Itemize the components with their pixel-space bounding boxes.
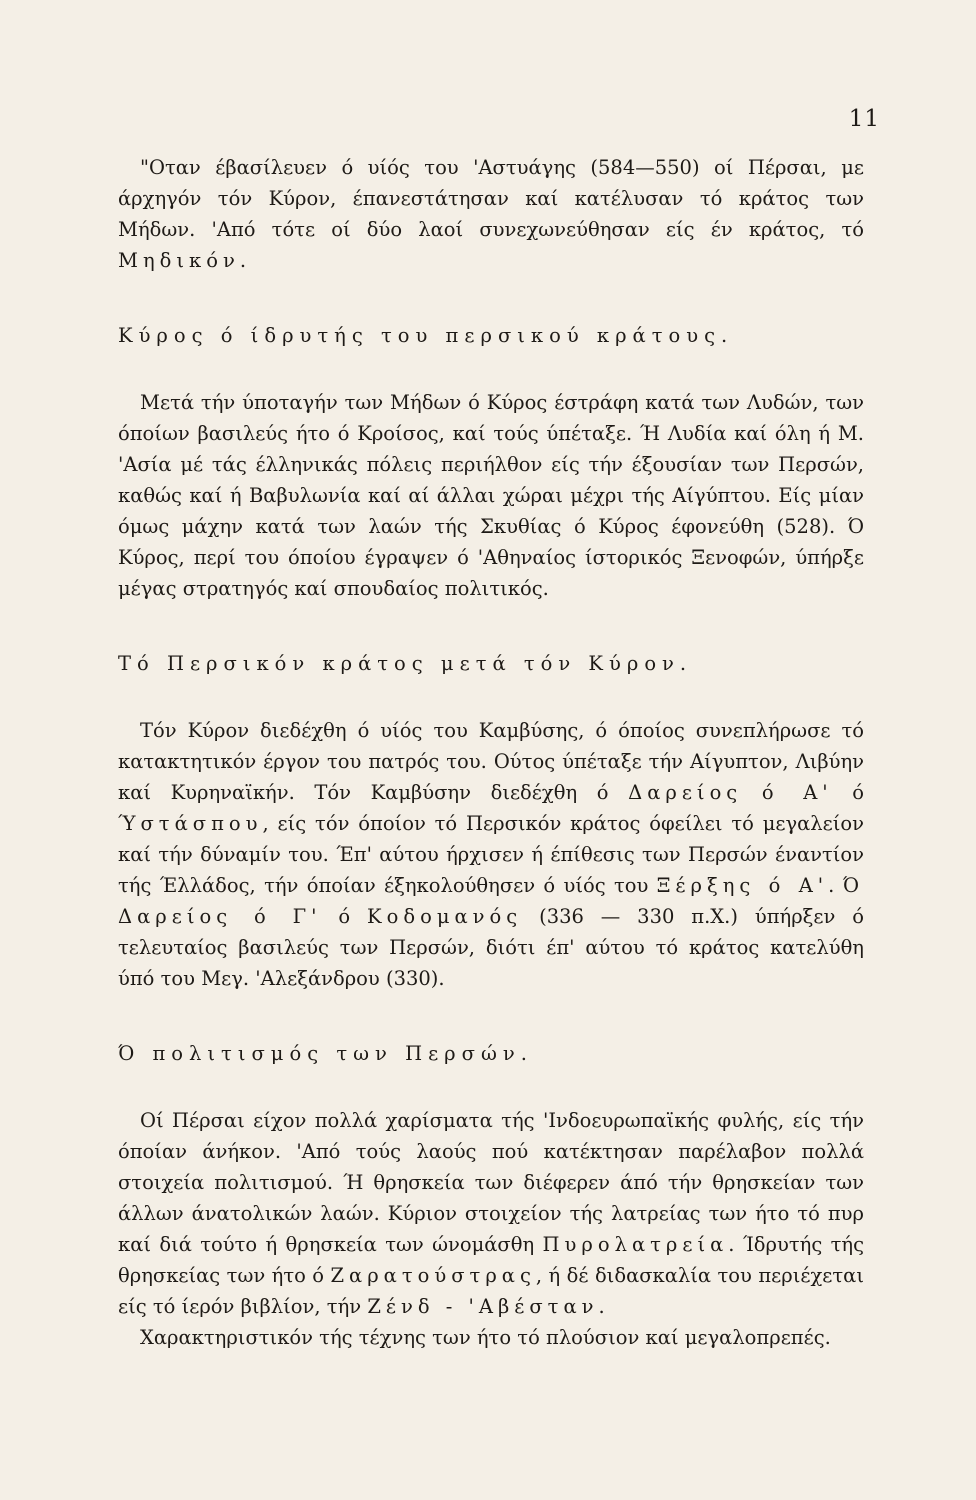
text-run: Οί Πέρσαι είχον πολλά χαρίσματα τής 'Ινδοευρωπαϊκής φυλής, είς τήν όποίαν άνήκον. 'Από τούς λαούς πού κατέκτησαν παρέλαβον πολλά στοιχεία πολιτισμού. Ή θρησκεία των διέφερεν άπό τήν θρησκείαν των άλλων άνατολικών λαών. Κύριον στοιχείον τής λατρείας των ήτο τό πυρ καί διά τούτο ή θρησκεία των ώνομάσθη: [118, 1109, 864, 1256]
text-run: Χαρακτηριστικόν τής τέχνης των ήτο τό πλούσιον καί μεγαλοπρεπές.: [140, 1326, 831, 1349]
text-run: "Οταν έβασίλευεν ό υίός του 'Αστυάγης (584—550) οί Πέρσαι, με άρχηγόν τόν Κύρον, έπανεστάτησαν καί κατέλυσαν τό κράτος των Μήδων. 'Από τότε οί δύο λαοί συνεχωνεύθησαν είς έν κράτος, τό: [118, 156, 864, 241]
section-heading-civilization: Ό πολιτισμός των Περσών.: [118, 1042, 533, 1065]
text-run: .: [828, 874, 843, 897]
text-run: Μετά τήν ύποταγήν των Μήδων ό Κύρος έστράφη κατά των Λυδών, των όποίων βασιλεύς ήτο ό Κροίσος, καί τούς ύπέταξε. Ή Λυδία καί όλη ή Μ. 'Ασία μέ τάς έλληνικάς πόλεις περιήλθον είς τήν έξουσίαν των Περσών, καθώς καί ή Βαβυλωνία καί αί άλλαι χώραι μέχρι τής Αίγύπτου. Είς μίαν όμως μάχην κατά των λαών τής Σκυθίας ό Κύρος έφονεύθη (528). Ό Κύρος, περί του όποίου έγραψεν ό 'Αθηναίος ίστορικός Ξενοφών, ύπήρξε μέγας στρατηγός καί σπουδαίος πολιτικός.: [118, 391, 864, 600]
text-run: . Ίδρυτής τής θρησκείας των ήτο ό: [118, 1233, 864, 1287]
term-spaced: Ζαρατούστρας: [330, 1264, 536, 1287]
term-spaced: Πυρολατρεία: [542, 1233, 729, 1256]
text-run: , ή δέ διδασκαλία του περιέχεται είς τό ίερόν βιβλίον, τήν: [118, 1264, 864, 1318]
term-spaced: ό Α': [761, 781, 833, 804]
text-run: ό: [321, 905, 368, 928]
page-content: [118, 152, 864, 1353]
text-run: .: [239, 249, 247, 272]
text-run: Τόν Κύρον διεδέχθη ό υίός του Καμβύσης, ό όποίος συνεπλήρωσε τό κατακτητικόν έργον του πατρός του. Ούτος ύπέταξε τήν Αίγυπτον, Λιβύην καί Κυρηναϊκήν. Τόν Καμβύσην διεδέχθη ό: [118, 719, 864, 804]
paragraph-art: [118, 1322, 864, 1353]
text-run: [742, 781, 762, 804]
term-spaced: Ό Δαρείος ό Γ': [118, 874, 864, 928]
term-spaced: Ύστάσπου: [118, 812, 263, 835]
text-run: (336 — 330 π.Χ.) ύπήρξεν ό τελευταίος βασιλεύς των Περσών, διότι έπ' αύτου τό κράτος κατελύθη ύπό του Μεγ. 'Αλεξάνδρου (330).: [118, 905, 865, 990]
section-heading-cyrus: Κύρος ό ίδρυτής του περσικού κράτους.: [118, 324, 734, 347]
term-spaced: Δαρείος: [628, 781, 743, 804]
term-spaced: Κοδομανός: [367, 905, 523, 928]
term-spaced: Ζένδ - 'Αβέσταν: [367, 1295, 599, 1318]
term-spaced: Μηδικόν: [118, 249, 240, 272]
paragraph-cyrus-conquests: [118, 387, 864, 604]
paragraph-medes-persians: [118, 152, 864, 276]
term-spaced: Ξέρξης ό Α': [656, 874, 829, 897]
page-number: 11: [848, 106, 880, 132]
paragraph-religion: [118, 1105, 864, 1322]
text-run: .: [598, 1295, 605, 1318]
text-run: ό: [832, 781, 864, 804]
paragraph-successors: [118, 715, 864, 994]
section-heading-after-cyrus: Τό Περσικόν κράτος μετά τόν Κύρον.: [118, 652, 693, 675]
text-run: , είς τόν όποίον τό Περσικόν κράτος όφείλει τό μεγαλείον καί τήν δύναμίν του. Έπ' αύτου ήρχισεν ή έπίθεσις των Περσών έναντίον τής Έλλάδος, τήν όποίαν έξηκολούθησεν ό υίός του: [118, 812, 864, 897]
